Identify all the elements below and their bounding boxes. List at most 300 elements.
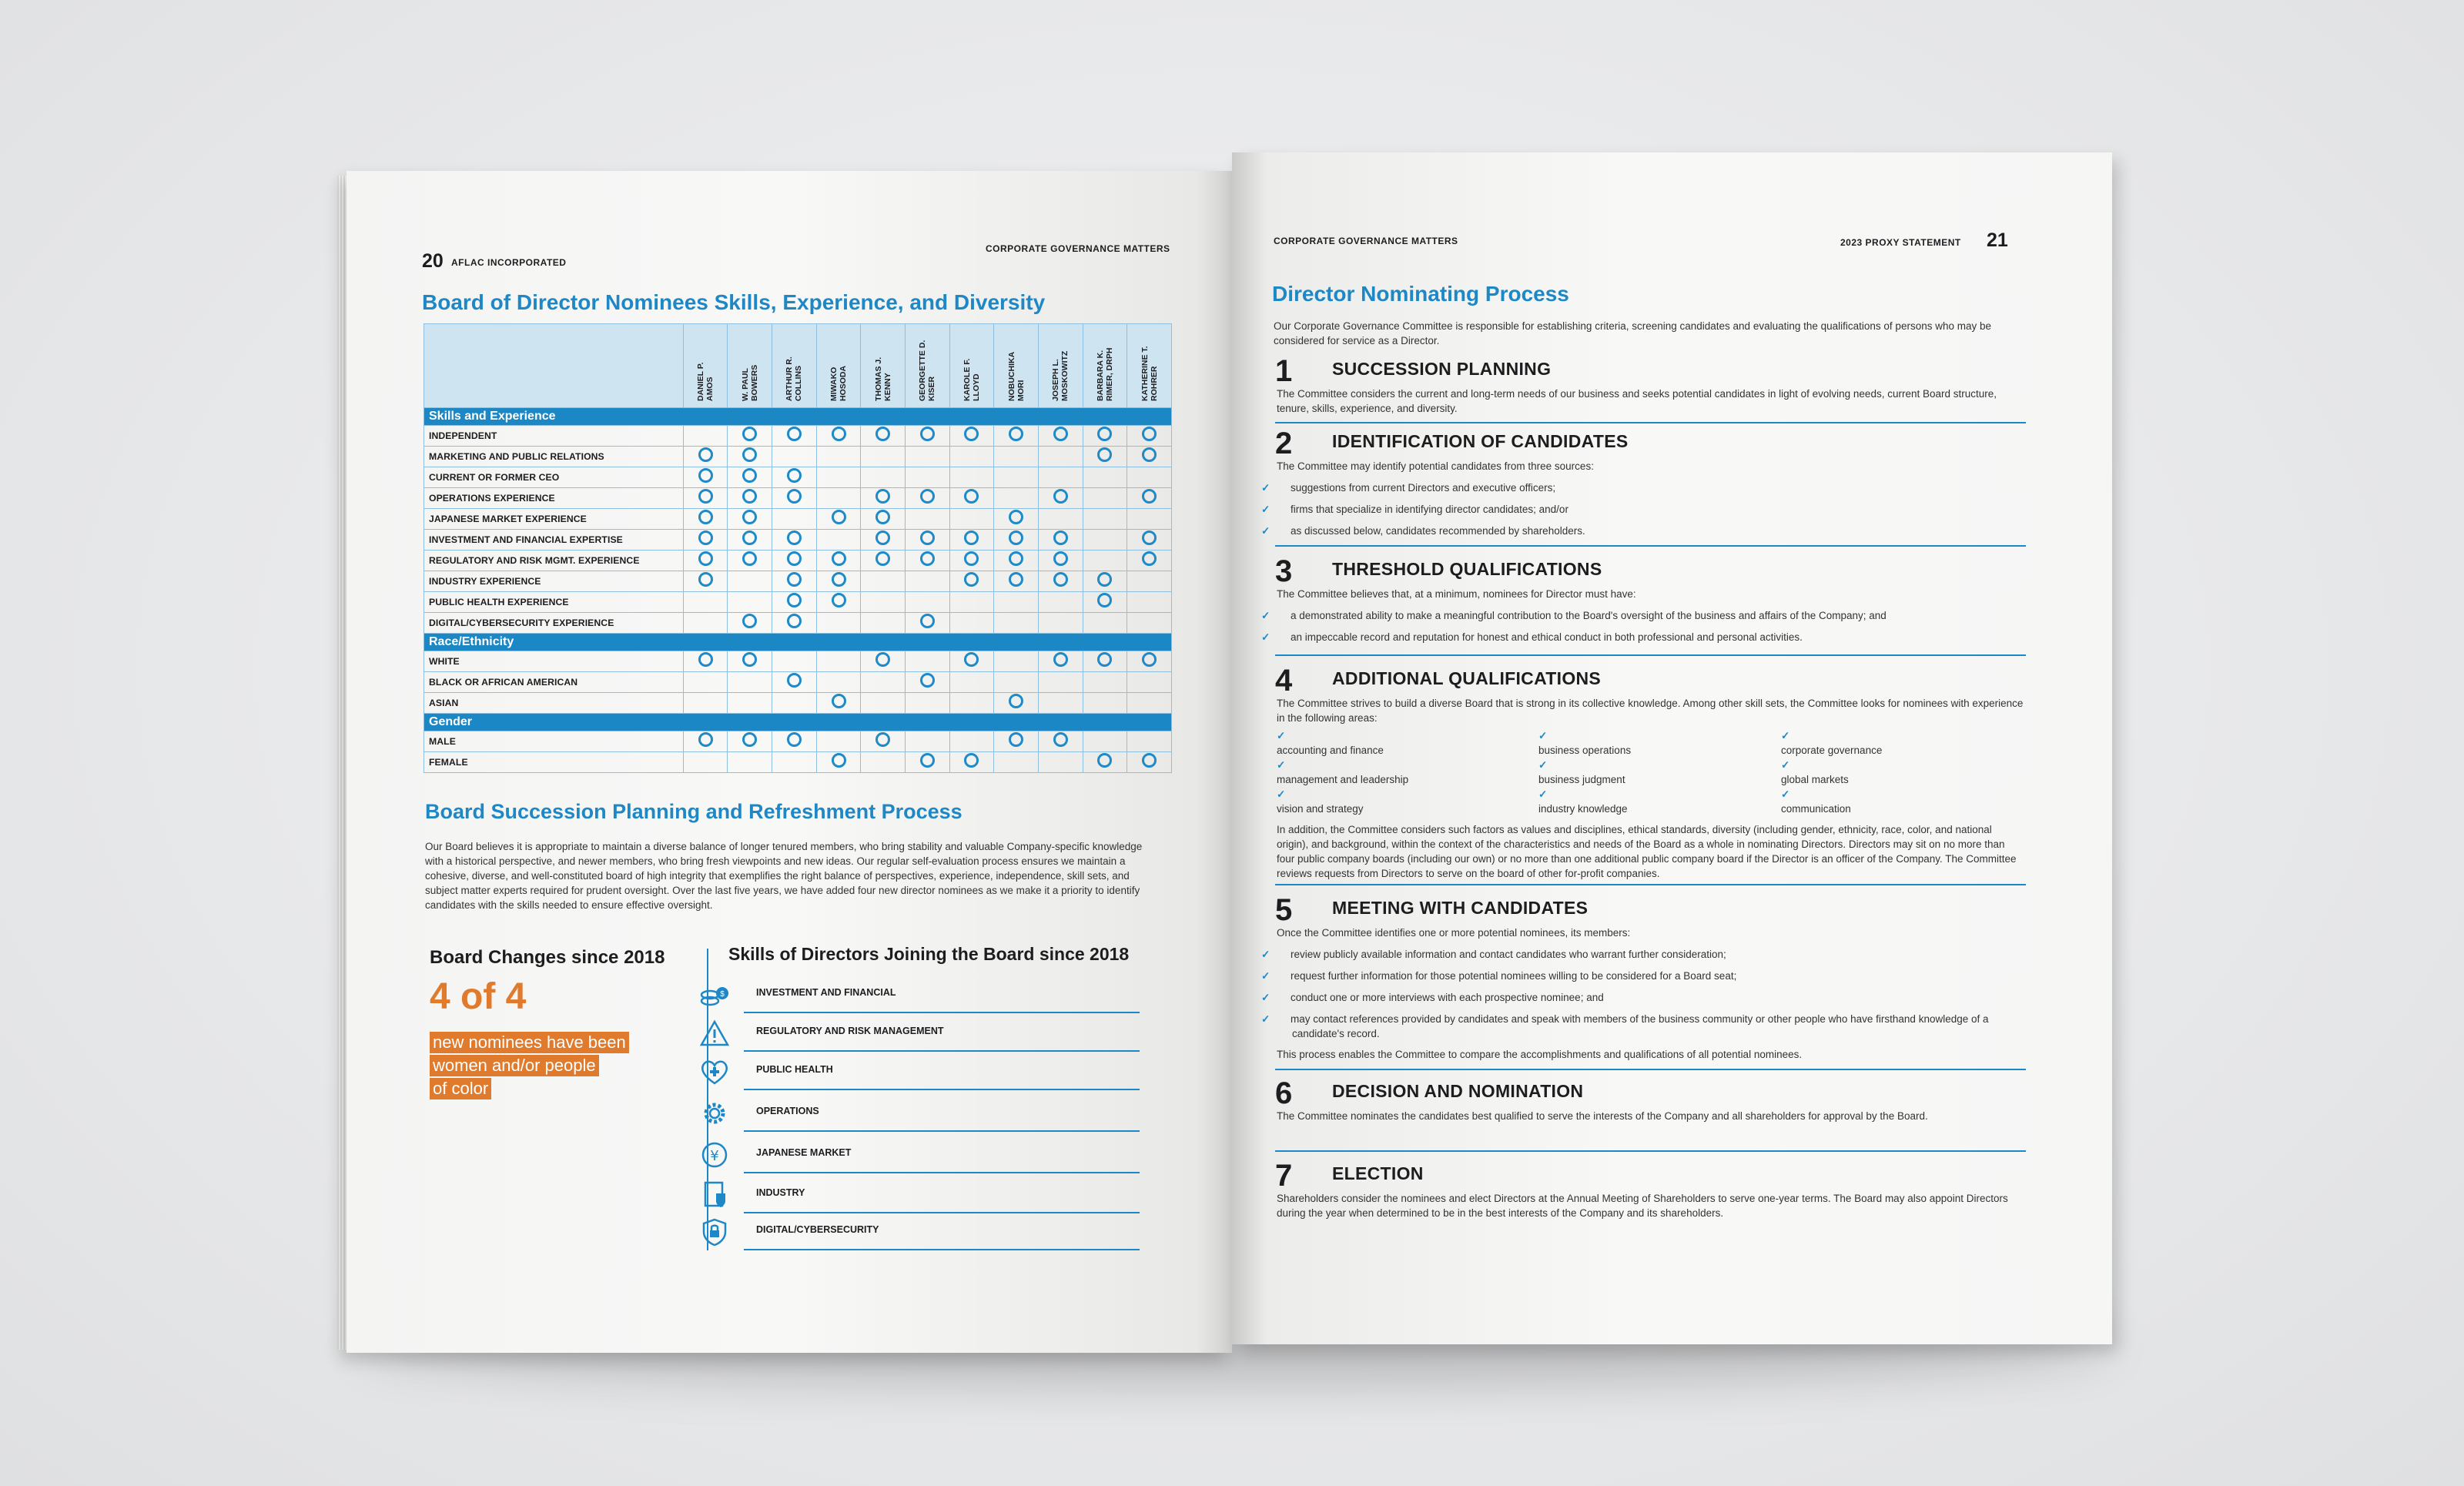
step-separator <box>1275 1069 2026 1070</box>
matrix-cell <box>683 571 728 592</box>
nominee-name: KATHERINE T. ROHRER <box>1140 346 1159 401</box>
matrix-cell <box>772 426 817 447</box>
step-title: ELECTION <box>1332 1163 1424 1183</box>
matrix-cell <box>1038 613 1083 634</box>
step-number: 6 <box>1275 1076 1293 1110</box>
matrix-cell <box>772 693 817 714</box>
checkmark-icon: ✓ <box>1261 970 1270 982</box>
matrix-row-label: OPERATIONS EXPERIENCE <box>424 488 684 509</box>
section-header: CORPORATE GOVERNANCE MATTERS <box>1274 236 1458 246</box>
matrix-cell <box>861 613 906 634</box>
matrix-cell <box>816 509 861 530</box>
nominee-name: NOBUCHIKA MORI <box>1006 351 1026 401</box>
matrix-cell <box>1083 592 1127 613</box>
matrix-cell <box>772 651 817 672</box>
matrix-cell <box>683 693 728 714</box>
matrix-cell <box>1127 426 1172 447</box>
matrix-cell <box>816 731 861 752</box>
matrix-row-label: MARKETING AND PUBLIC RELATIONS <box>424 447 684 467</box>
matrix-row <box>424 651 1172 672</box>
circle-mark-icon <box>1142 447 1157 462</box>
circle-mark-icon <box>1053 427 1068 441</box>
circle-mark-icon <box>875 427 890 441</box>
intro-text: Our Corporate Governance Committee is responsible for establishing criteria, screening candidates and evaluating the qualifications of persons who may be considered for service as a Director. <box>1274 320 1992 346</box>
succession-body: Our Board believes it is appropriate to maintain a diverse balance of longer tenured members, who bring stability and valuable Company-specific knowledge with a historical perspective, and newer members, who bring fresh viewpoints and new ideas. Our regular self-evaluation process ensures we maintain a cohesive, diverse, and well-constituted board of high integrity that exemplifies the right balance of perspectives, experience, independence, skill sets, and subject matter experts required for prudent oversight. Over the last five years, we have added four new director nominees as we make it a priority to identify candidates with the skills needed to ensure effective oversight. <box>425 841 1143 911</box>
qualification-label: accounting and finance <box>1277 745 1384 756</box>
matrix-cell <box>994 613 1039 634</box>
matrix-cell <box>1083 551 1127 571</box>
matrix-cell <box>728 613 772 634</box>
caption-line: women and/or people <box>430 1055 599 1076</box>
skill-joining-item <box>699 976 1140 1013</box>
matrix-cell <box>994 509 1039 530</box>
checkmark-icon: ✓ <box>1261 1013 1270 1025</box>
matrix-cell <box>1083 752 1127 773</box>
matrix-cell <box>816 752 861 773</box>
step-after-text: This process enables the Committee to compare the accomplishments and qualifications of all potential nominees. <box>1277 1049 1803 1060</box>
circle-mark-icon <box>1009 530 1023 545</box>
board-changes-stat: 4 of 4 <box>430 976 527 1017</box>
nominee-name: W. PAUL BOWERS <box>740 364 759 401</box>
matrix-cell <box>1083 509 1127 530</box>
skill-joining-label: DIGITAL/CYBERSECURITY <box>756 1224 879 1235</box>
skill-joining-label: REGULATORY AND RISK MANAGEMENT <box>756 1026 944 1036</box>
matrix-cell <box>906 651 950 672</box>
circle-mark-icon <box>742 489 757 504</box>
matrix-cell <box>1083 613 1127 634</box>
step-bullet-text: may contact references provided by candidates and speak with members of the business community or other people who have firsthand knowledge of a candidate's record. <box>1291 1013 1989 1039</box>
matrix-cell <box>861 651 906 672</box>
matrix-cell <box>728 592 772 613</box>
matrix-row-label: JAPANESE MARKET EXPERIENCE <box>424 509 684 530</box>
circle-mark-icon <box>1053 732 1068 747</box>
nominee-header <box>1127 324 1172 408</box>
matrix-cell <box>683 509 728 530</box>
step-text: The Committee strives to build a diverse Board that is strong in its collective knowledge. Among other skill sets, the Committee looks for nominees with experience in the following areas: <box>1277 698 2024 724</box>
divider-line <box>744 1172 1140 1173</box>
gear-icon <box>699 1099 730 1127</box>
circle-mark-icon <box>742 530 757 545</box>
matrix-cell <box>1038 672 1083 693</box>
qualification-item <box>1277 787 1538 816</box>
circle-mark-icon <box>832 551 846 566</box>
skill-joining-item <box>699 1095 1140 1132</box>
matrix-cell <box>816 672 861 693</box>
circle-mark-icon <box>964 652 979 667</box>
matrix-cell <box>949 426 994 447</box>
succession-title: Board Succession Planning and Refreshment Process <box>425 800 962 823</box>
qualification-columns <box>1277 728 2024 816</box>
matrix-cell <box>1127 551 1172 571</box>
matrix-cell <box>906 571 950 592</box>
step-body <box>1277 1191 2024 1220</box>
nominee-header <box>1038 324 1083 408</box>
matrix-cell <box>772 571 817 592</box>
matrix-cell <box>1127 592 1172 613</box>
matrix-cell <box>1127 613 1172 634</box>
circle-mark-icon <box>964 530 979 545</box>
skill-joining-label: OPERATIONS <box>756 1106 819 1116</box>
matrix-cell <box>861 488 906 509</box>
matrix-title: Board of Director Nominees Skills, Experience, and Diversity <box>422 290 1046 314</box>
checkmark-icon: ✓ <box>1261 525 1270 537</box>
matrix-cell <box>861 530 906 551</box>
circle-mark-icon <box>875 530 890 545</box>
matrix-cell <box>949 731 994 752</box>
circle-mark-icon <box>1053 551 1068 566</box>
matrix-row-label: DIGITAL/CYBERSECURITY EXPERIENCE <box>424 613 684 634</box>
matrix-row-label: ASIAN <box>424 693 684 714</box>
circle-mark-icon <box>742 468 757 483</box>
circle-mark-icon <box>787 572 802 587</box>
circle-mark-icon <box>698 447 713 462</box>
matrix-cell <box>1083 447 1127 467</box>
yen-icon <box>699 1141 730 1169</box>
matrix-cell <box>994 530 1039 551</box>
matrix-cell <box>728 571 772 592</box>
document-name: 2023 PROXY STATEMENT <box>1840 237 1961 248</box>
matrix-cell <box>772 488 817 509</box>
matrix-cell <box>1127 467 1172 488</box>
circle-mark-icon <box>875 510 890 524</box>
matrix-row <box>424 752 1172 773</box>
skill-joining-item <box>699 1176 1140 1213</box>
circle-mark-icon <box>787 489 802 504</box>
matrix-cell <box>728 426 772 447</box>
circle-mark-icon <box>787 530 802 545</box>
page-number: 21 <box>1987 229 2008 251</box>
circle-mark-icon <box>1097 652 1112 667</box>
step-text: Shareholders consider the nominees and elect Directors at the Annual Meeting of Shareholders to serve one-year terms. The Board may also appoint Directors during the year when determined to be in the best interests of the Company and its shareholders. <box>1277 1193 2008 1219</box>
checkmark-icon: ✓ <box>1781 730 1790 741</box>
qualification-item <box>1538 787 1781 816</box>
matrix-row-label: MALE <box>424 731 684 752</box>
qualification-item <box>1538 758 1781 787</box>
nominee-header <box>994 324 1039 408</box>
step-bullet <box>1261 608 2024 623</box>
matrix-cell <box>1083 571 1127 592</box>
matrix-cell <box>906 530 950 551</box>
nominee-name: KAROLE F. LLOYD <box>962 358 981 401</box>
matrix-cell <box>1127 752 1172 773</box>
matrix-row <box>424 509 1172 530</box>
step-text: The Committee believes that, at a minimum, nominees for Director must have: <box>1277 588 1636 600</box>
circle-mark-icon <box>832 694 846 708</box>
circle-mark-icon <box>920 551 935 566</box>
matrix-row <box>424 613 1172 634</box>
circle-mark-icon <box>1142 489 1157 504</box>
step-number: 5 <box>1275 893 1293 927</box>
matrix-cell <box>683 731 728 752</box>
circle-mark-icon <box>1142 753 1157 768</box>
matrix-cell <box>816 551 861 571</box>
matrix-cell <box>861 672 906 693</box>
page-title: Director Nominating Process <box>1272 282 1569 306</box>
matrix-cell <box>1127 509 1172 530</box>
matrix-row-label: FEMALE <box>424 752 684 773</box>
matrix-cell <box>861 509 906 530</box>
circle-mark-icon <box>742 652 757 667</box>
matrix-cell <box>1038 509 1083 530</box>
nominee-name: ARTHUR R. COLLINS <box>785 356 804 401</box>
step-body <box>1261 459 2024 538</box>
matrix-cell <box>816 613 861 634</box>
step-title: ADDITIONAL QUALIFICATIONS <box>1332 668 1602 688</box>
matrix-row-label: CURRENT OR FORMER CEO <box>424 467 684 488</box>
matrix-cell <box>994 426 1039 447</box>
qualification-item <box>1781 787 2024 816</box>
matrix-cell <box>861 752 906 773</box>
qualification-column <box>1538 728 1781 816</box>
matrix-cell <box>728 731 772 752</box>
matrix-cell <box>949 672 994 693</box>
page-number: 20 <box>422 250 444 272</box>
circle-mark-icon <box>1009 572 1023 587</box>
circle-mark-icon <box>832 510 846 524</box>
matrix-cell <box>861 447 906 467</box>
circle-mark-icon <box>1097 572 1112 587</box>
board-changes-caption <box>430 1032 629 1099</box>
matrix-cell <box>906 613 950 634</box>
matrix-cell <box>861 467 906 488</box>
coins-icon <box>699 981 730 1009</box>
matrix-cell <box>816 447 861 467</box>
matrix-cell <box>728 651 772 672</box>
qualification-item <box>1781 728 2024 758</box>
matrix-cell <box>772 509 817 530</box>
checkmark-icon: ✓ <box>1277 730 1286 741</box>
checkmark-icon: ✓ <box>1538 730 1548 741</box>
caption-line: new nominees have been <box>430 1032 629 1053</box>
circle-mark-icon <box>920 753 935 768</box>
matrix-row <box>424 551 1172 571</box>
matrix-cell <box>906 551 950 571</box>
matrix-cell <box>683 426 728 447</box>
circle-mark-icon <box>920 673 935 688</box>
matrix-cell <box>1083 672 1127 693</box>
warning-triangle-icon <box>699 1019 730 1047</box>
matrix-category: Gender <box>424 714 1172 731</box>
qualification-label: business operations <box>1538 745 1632 756</box>
step-bullet-text: as discussed below, candidates recommended by shareholders. <box>1291 525 1585 537</box>
skills-joining-title: Skills of Directors Joining the Board since 2018 <box>728 944 1130 964</box>
nominee-header <box>1083 324 1127 408</box>
matrix-cell <box>816 467 861 488</box>
qualification-label: business judgment <box>1538 774 1625 785</box>
step-bullet <box>1261 524 2024 538</box>
matrix-cell <box>816 571 861 592</box>
nominee-header <box>906 324 950 408</box>
checkmark-icon: ✓ <box>1261 610 1270 621</box>
matrix-cell <box>994 731 1039 752</box>
matrix-cell <box>1127 488 1172 509</box>
circle-mark-icon <box>698 572 713 587</box>
step-body <box>1261 587 2024 644</box>
circle-mark-icon <box>1053 489 1068 504</box>
qualification-label: vision and strategy <box>1277 803 1364 815</box>
company-name: AFLAC INCORPORATED <box>451 257 567 268</box>
step-separator <box>1275 545 2026 547</box>
matrix-cell <box>994 651 1039 672</box>
qualification-label: communication <box>1781 803 1851 815</box>
matrix-cell <box>1083 488 1127 509</box>
circle-mark-icon <box>742 551 757 566</box>
circle-mark-icon <box>742 732 757 747</box>
matrix-cell <box>728 509 772 530</box>
matrix-row-label: INVESTMENT AND FINANCIAL EXPERTISE <box>424 530 684 551</box>
nominee-name: DANIEL P. AMOS <box>696 362 715 401</box>
svg-text:$: $ <box>720 990 725 999</box>
step-title: DECISION AND NOMINATION <box>1332 1081 1584 1101</box>
qualification-item <box>1277 728 1538 758</box>
matrix-row-label: PUBLIC HEALTH EXPERIENCE <box>424 592 684 613</box>
step-bullet-text: request further information for those potential nominees willing to be considered for a Board seat; <box>1291 970 1737 982</box>
circle-mark-icon <box>698 489 713 504</box>
matrix-cell <box>683 488 728 509</box>
skill-joining-item <box>699 1136 1140 1173</box>
matrix-row-label: WHITE <box>424 651 684 672</box>
circle-mark-icon <box>1053 530 1068 545</box>
circle-mark-icon <box>1142 551 1157 566</box>
step-separator <box>1275 654 2026 656</box>
qualification-column <box>1277 728 1538 816</box>
nominee-header <box>772 324 817 408</box>
step-title: THRESHOLD QUALIFICATIONS <box>1332 559 1602 579</box>
divider-line <box>744 1089 1140 1090</box>
circle-mark-icon <box>920 427 935 441</box>
matrix-cell <box>861 426 906 447</box>
qualification-item <box>1277 758 1538 787</box>
matrix-cell <box>1127 693 1172 714</box>
matrix-cell <box>772 447 817 467</box>
circle-mark-icon <box>832 753 846 768</box>
matrix-cell <box>994 467 1039 488</box>
checkmark-icon: ✓ <box>1261 949 1270 960</box>
matrix-cell <box>949 551 994 571</box>
matrix-cell <box>1127 731 1172 752</box>
step-text: The Committee considers the current and long-term needs of our business and seeks potential candidates in light of evolving needs, current Board structure, tenure, skills, experience, and diversity. <box>1277 388 1997 414</box>
matrix-cell <box>1127 530 1172 551</box>
step-bullet-text: an impeccable record and reputation for honest and ethical conduct in both professional and personal activities. <box>1291 631 1803 643</box>
matrix-cell <box>949 693 994 714</box>
step-number: 3 <box>1275 554 1293 588</box>
matrix-cell <box>949 752 994 773</box>
matrix-cell <box>728 752 772 773</box>
circle-mark-icon <box>698 468 713 483</box>
checkmark-icon: ✓ <box>1261 504 1270 515</box>
step-body <box>1277 387 2024 416</box>
qualification-item <box>1781 758 2024 787</box>
matrix-cell <box>1127 651 1172 672</box>
matrix-cell <box>728 467 772 488</box>
matrix-cell <box>1038 651 1083 672</box>
matrix-cell <box>949 447 994 467</box>
qualification-item <box>1538 728 1781 758</box>
matrix-cell <box>1038 752 1083 773</box>
step-text: Once the Committee identifies one or more potential nominees, its members: <box>1277 927 1631 939</box>
circle-mark-icon <box>698 530 713 545</box>
nominee-header <box>683 324 728 408</box>
circle-mark-icon <box>1097 753 1112 768</box>
step-bullet-text: firms that specialize in identifying director candidates; and/or <box>1291 504 1568 515</box>
matrix-cell <box>949 530 994 551</box>
matrix-cell <box>949 651 994 672</box>
matrix-row <box>424 467 1172 488</box>
matrix-category: Race/Ethnicity <box>424 634 1172 651</box>
step-bullet <box>1261 630 2024 644</box>
matrix-cell <box>906 488 950 509</box>
circle-mark-icon <box>920 489 935 504</box>
matrix-cell <box>1083 467 1127 488</box>
matrix-cell <box>1038 530 1083 551</box>
matrix-row <box>424 672 1172 693</box>
matrix-row <box>424 731 1172 752</box>
matrix-cell <box>683 530 728 551</box>
matrix-cell <box>772 551 817 571</box>
matrix-cell <box>1083 731 1127 752</box>
matrix-cell <box>1083 426 1127 447</box>
matrix-cell <box>1083 530 1127 551</box>
circle-mark-icon <box>875 732 890 747</box>
step-after-text: In addition, the Committee considers such factors as values and disciplines, ethical standards, diversity (including gender, ethnicity, race, color, and national origin), and background, within the context of the characteristics and needs of the Board as a whole in nominating Directors. Directors may sit on no more than four public company boards (including our own) or no more than one additional public company board if the Director is an officer of the Company. The Committee reviews requests from Directors to serve on the board of other for-profit companies. <box>1277 824 2017 879</box>
step-number: 1 <box>1275 354 1293 388</box>
checkmark-icon: ✓ <box>1261 482 1270 494</box>
nominee-name: THOMAS J. KENNY <box>873 356 892 401</box>
matrix-category: Skills and Experience <box>424 408 1172 426</box>
matrix-corner <box>424 324 684 408</box>
qualification-label: management and leadership <box>1277 774 1409 785</box>
matrix-cell <box>1038 731 1083 752</box>
circle-mark-icon <box>964 427 979 441</box>
matrix-cell <box>816 530 861 551</box>
nominee-name: MIWAKO HOSODA <box>829 365 849 401</box>
matrix-cell <box>1083 693 1127 714</box>
matrix-row <box>424 447 1172 467</box>
circle-mark-icon <box>832 593 846 607</box>
step-title: IDENTIFICATION OF CANDIDATES <box>1332 431 1629 451</box>
matrix-cell <box>728 551 772 571</box>
section-header: CORPORATE GOVERNANCE MATTERS <box>986 243 1170 254</box>
matrix-cell <box>906 731 950 752</box>
step-title: SUCCESSION PLANNING <box>1332 359 1552 379</box>
matrix-cell <box>1038 467 1083 488</box>
circle-mark-icon <box>1142 427 1157 441</box>
circle-mark-icon <box>1142 530 1157 545</box>
matrix-cell <box>728 693 772 714</box>
step-text: The Committee may identify potential candidates from three sources: <box>1277 460 1594 472</box>
matrix-cell <box>683 592 728 613</box>
step-body <box>1277 1109 2024 1123</box>
matrix-cell <box>994 752 1039 773</box>
circle-mark-icon <box>875 489 890 504</box>
circle-mark-icon <box>698 652 713 667</box>
matrix-row-label: BLACK OR AFRICAN AMERICAN <box>424 672 684 693</box>
circle-mark-icon <box>787 673 802 688</box>
circle-mark-icon <box>920 530 935 545</box>
circle-mark-icon <box>742 510 757 524</box>
nominee-header <box>861 324 906 408</box>
checkmark-icon: ✓ <box>1781 788 1790 800</box>
matrix-cell <box>683 651 728 672</box>
checkmark-icon: ✓ <box>1781 759 1790 771</box>
divider-line <box>744 1012 1140 1013</box>
circle-mark-icon <box>787 614 802 628</box>
matrix-cell <box>1127 672 1172 693</box>
circle-mark-icon <box>787 427 802 441</box>
circle-mark-icon <box>875 652 890 667</box>
circle-mark-icon <box>1097 447 1112 462</box>
matrix-cell <box>994 693 1039 714</box>
